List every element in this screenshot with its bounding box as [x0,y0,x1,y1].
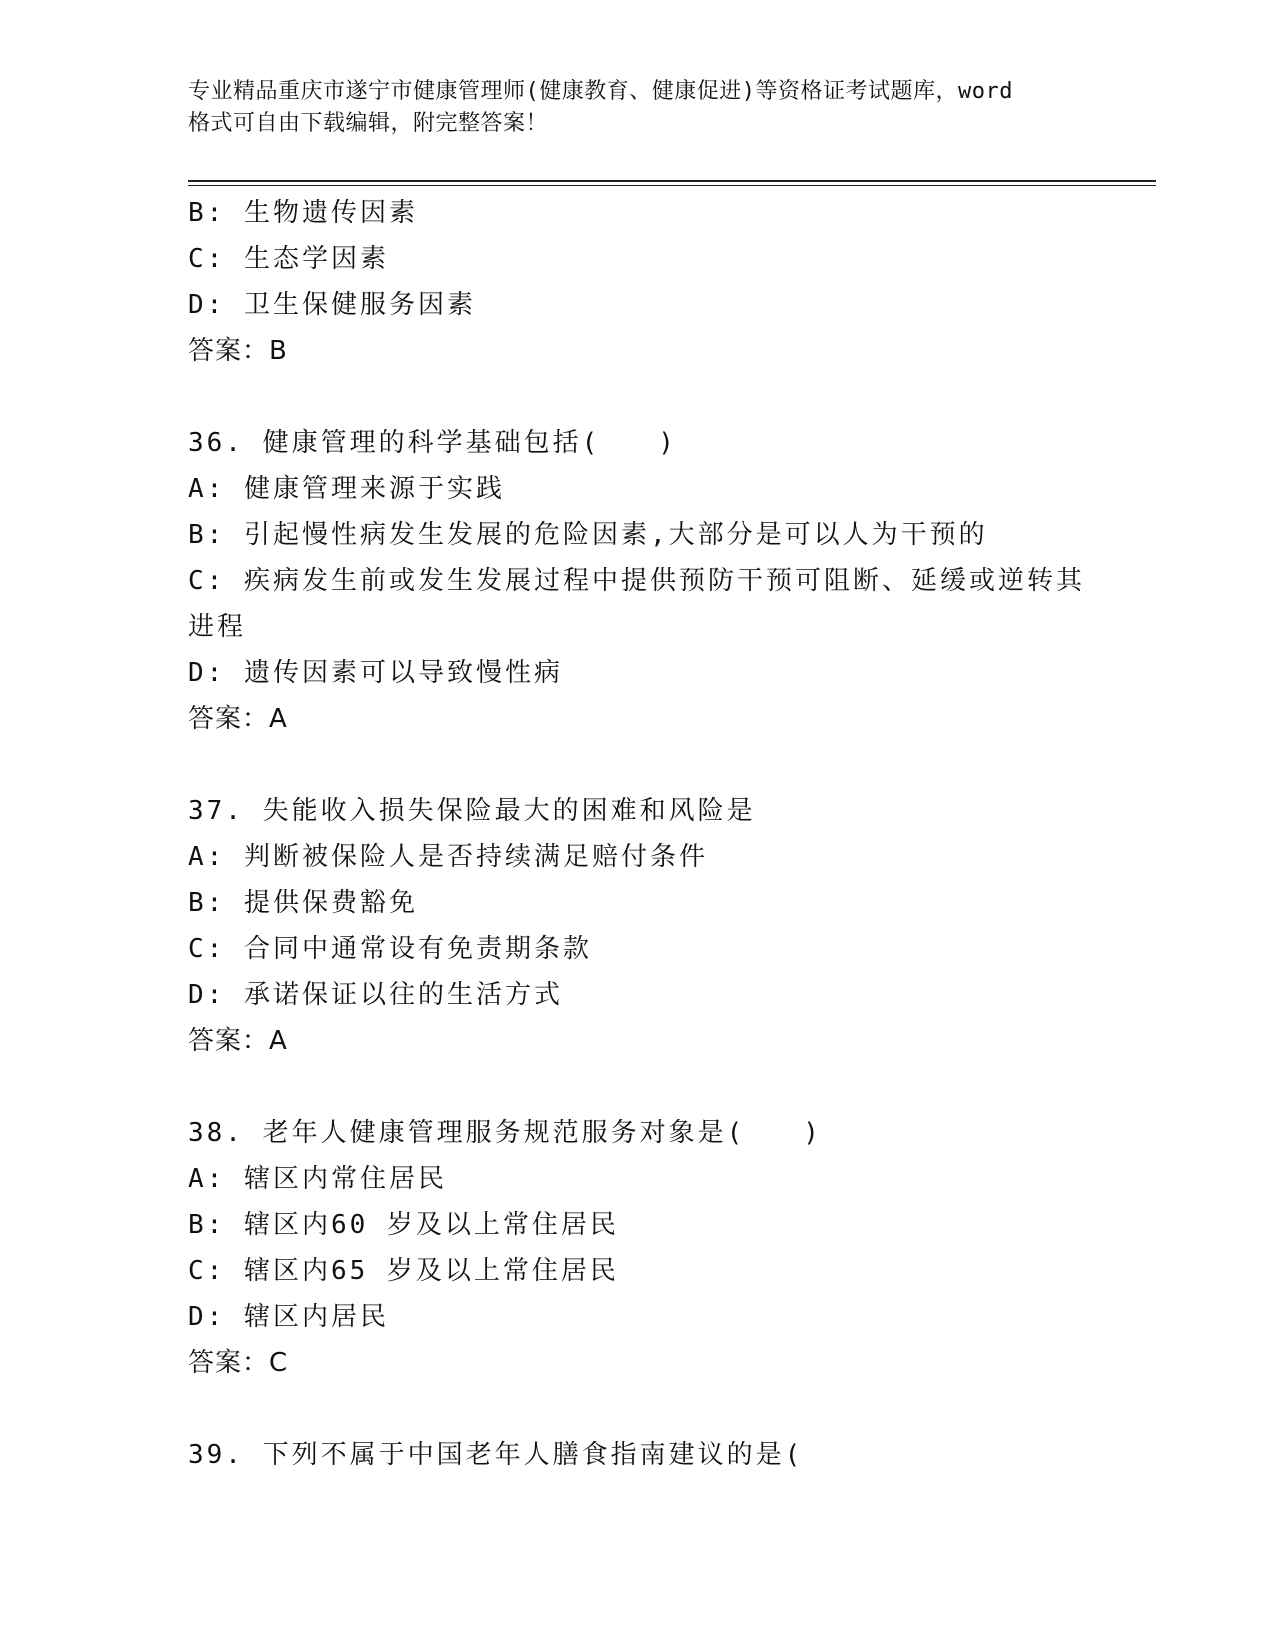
option-c: C: 合同中通常设有免责期条款 [188,934,592,964]
option-b: B: 辖区内60 岁及以上常住居民 [188,1210,619,1240]
header-divider-thin [188,185,1156,186]
header-divider-thick [188,180,1156,182]
option-d: D: 承诺保证以往的生活方式 [188,980,563,1010]
question-list [188,190,1088,1478]
question-text: 39. 下列不属于中国老年人膳食指南建议的是( [188,1440,804,1470]
question-37 [188,788,1088,1064]
option-c: C: 辖区内65 岁及以上常住居民 [188,1256,619,1286]
option-b: B: 提供保费豁免 [188,888,418,918]
option-a: A: 辖区内常住居民 [188,1164,447,1194]
question-text: 36. 健康管理的科学基础包括( ) [188,428,677,458]
question-39 [188,1432,1088,1478]
option-c: C: 疾病发生前或发生发展过程中提供预防干预可阻断、延缓或逆转其 [188,566,1085,596]
option-c: C: 生态学因素 [188,244,389,274]
option-d: D: 卫生保健服务因素 [188,290,476,320]
question-35 [188,190,1088,374]
header-line-1: 专业精品重庆市遂宁市健康管理师(健康教育、健康促进)等资格证考试题库，word [188,79,1013,104]
option-a: A: 健康管理来源于实践 [188,474,505,504]
option-d: D: 遗传因素可以导致慢性病 [188,658,563,688]
question-text: 37. 失能收入损失保险最大的困难和风险是 [188,796,756,826]
option-b: B: 引起慢性病发生发展的危险因素,大部分是可以人为干预的 [188,520,988,550]
answer: 答案：C [188,1348,289,1378]
option-b: B: 生物遗传因素 [188,198,418,228]
option-c-continued: 进程 [188,612,247,642]
document-header [188,76,1088,140]
question-36 [188,420,1088,742]
answer: 答案：A [188,704,288,734]
option-d: D: 辖区内居民 [188,1302,389,1332]
option-a: A: 判断被保险人是否持续满足赔付条件 [188,842,708,872]
question-text: 38. 老年人健康管理服务规范服务对象是( ) [188,1118,822,1148]
answer: 答案：B [188,336,288,366]
header-line-2: 格式可自由下载编辑，附完整答案！ [188,111,549,136]
answer: 答案：A [188,1026,288,1056]
question-38 [188,1110,1088,1386]
